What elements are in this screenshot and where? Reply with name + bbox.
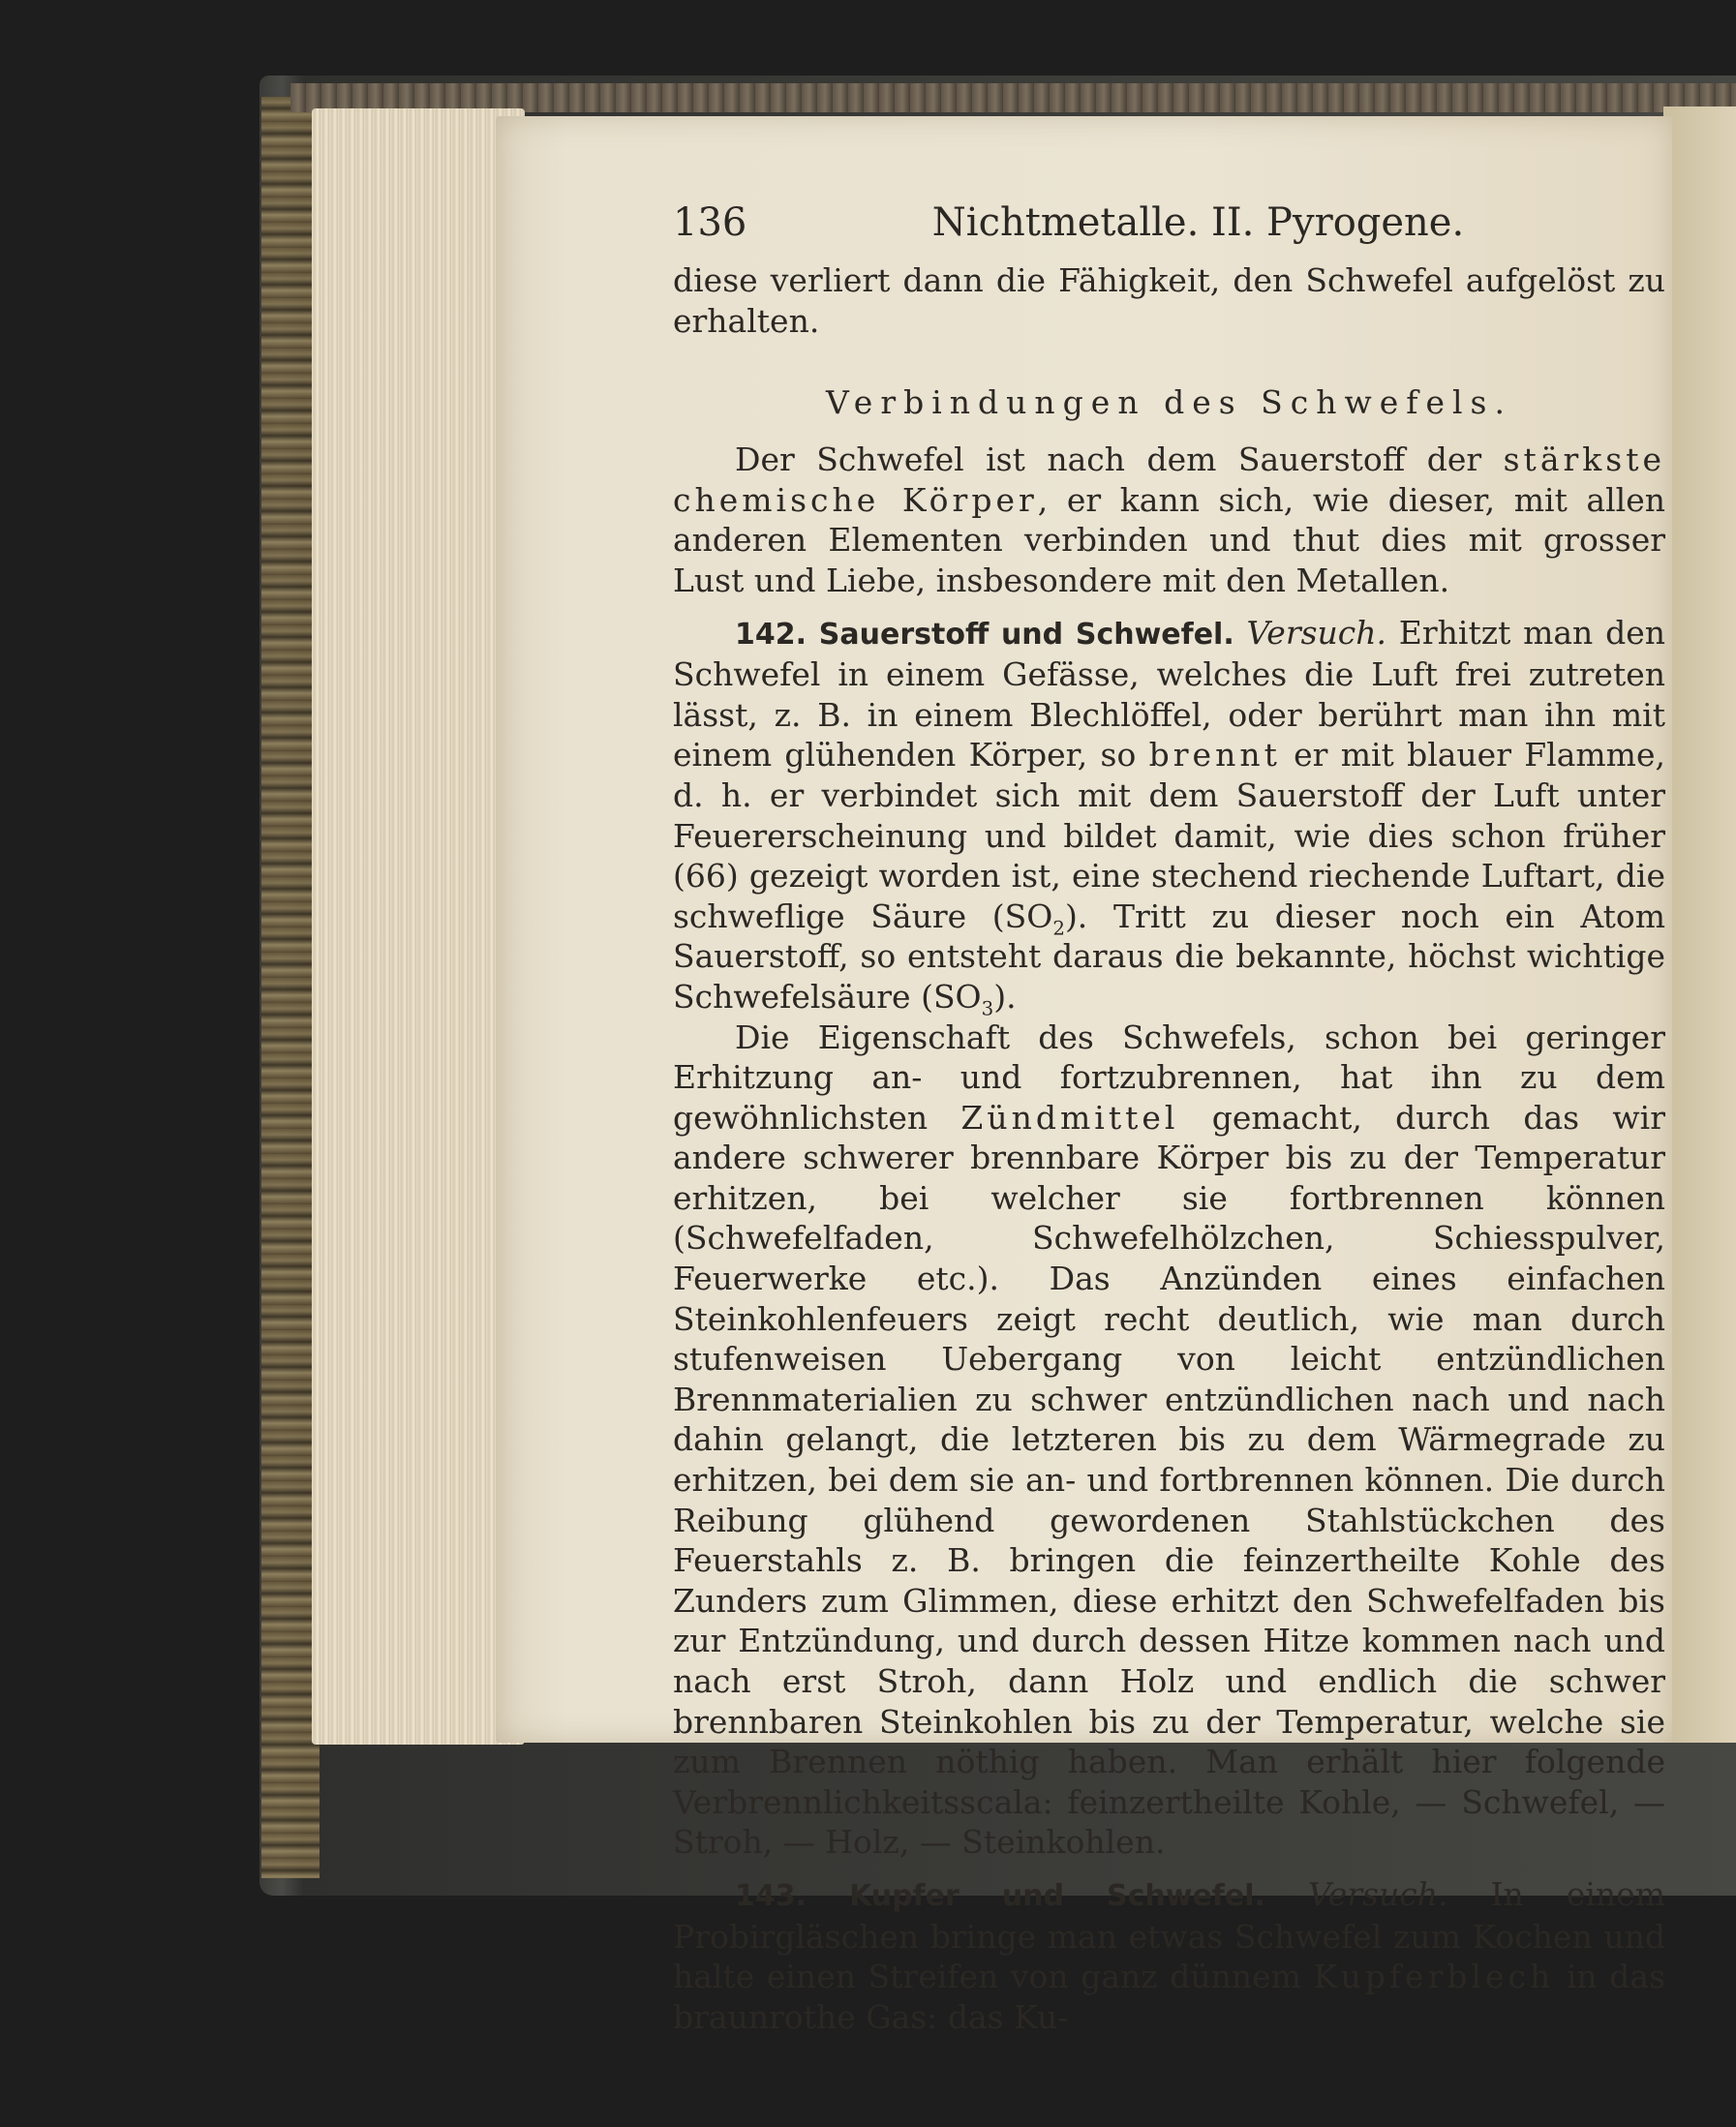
subsection-title-142: Sauerstoff und Schwefel.	[818, 617, 1234, 652]
section-title: Verbindungen des Schwefels.	[826, 383, 1512, 422]
running-title: Nichtmetalle. II. Pyrogene.	[931, 200, 1465, 245]
paragraph-zuendmittel: Die Eigenschaft des Schwefels, schon bei geringer Erhitzung an- und fortzubrennen, hat ihn zu dem gewöhnlichsten Zündmittel gemacht, durch das wir andere schwerer brennbare Körper bis zu der Temperatur erhitzen, bei welcher sie fortbrennen können (Schwefelfaden, Schwefelhölzchen, Schiesspulver, Feuerwerke etc.). Das Anzünden eines einfachen Steinkohlenfeuers zeigt recht deutlich, wie man durch stufenweisen Uebergang von leicht entzündlichen Brennmaterialien zu schwer entzündlichen nach und nach dahin gelangt, die letzteren bis zu dem Wärmegrade zu erhitzen, bei dem sie an- und fortbrennen können. Die durch Reibung glühend gewordenen Stahlstückchen des Feuerstahls z. B. bringen die feinzertheilte Kohle des Zunders zum Glimmen, diese erhitzt den Schwefelfaden bis zur Entzündung, und durch dessen Hitze kommen nach und nach erst Stroh, dann Holz und endlich die schwer brennbaren Steinkohlen bis zu der Temperatur, welche sie zum Brennen nöthig haben. Man erhält hier folgende Verbrennlichkeitsscala: feinzertheilte Kohle, — Schwefel, — Stroh, — Holz, — Steinkohlen.	[673, 1018, 1666, 1862]
page-edges	[312, 108, 525, 1745]
paragraph-continuation: diese verliert dann die Fähigkeit, den Schwefel aufgelöst zu erhalten.	[673, 261, 1665, 340]
subsection-title-143: Kupfer und Schwefel.	[849, 1878, 1265, 1913]
paragraph-intro: Der Schwefel ist nach dem Sauerstoff der stärkste chemische Körper, er kann sich, wie dieser, mit allen anderen Elementen verbinden und thut dies mit grosser Lust und Liebe, insbesondere mit den Metallen.	[673, 441, 1666, 599]
page-content	[673, 198, 1665, 2037]
paragraph-143: 143. Kupfer und Schwefel. Versuch. In einem Probirgläschen bringe man etwas Schwefel zum Kochen und halte einen Streifen von ganz dünnem Kupferblech in das braunrothe Gas: das Ku-	[673, 1874, 1665, 2036]
page-number: 136	[673, 200, 747, 245]
section-number-143: 143.	[735, 1878, 807, 1913]
section-number-142: 142.	[735, 617, 807, 652]
book-spine	[261, 97, 320, 1878]
paragraph-142: 142. Sauerstoff und Schwefel. Versuch. Erhitzt man den Schwefel in einem Gefässe, welches die Luft frei zutreten lässt, z. B. in einem Blechlöffel, oder berührt man ihn mit einem glühenden Körper, so brennt er mit blauer Flamme, d. h. er verbindet sich mit dem Sauerstoff der Luft unter Feuererscheinung und bildet damit, wie dies schon früher (66) gezeigt worden ist, eine stechend riechende Luftart, die schweflige Säure $(SO_2)$. Tritt zu dieser noch ein Atom Sauerstoff, so entsteht daraus die bekannte, höchst wichtige Schwefelsäure $(SO_3)$.	[673, 613, 1665, 1020]
running-header	[673, 198, 1665, 247]
adjacent-page	[1663, 106, 1736, 1743]
